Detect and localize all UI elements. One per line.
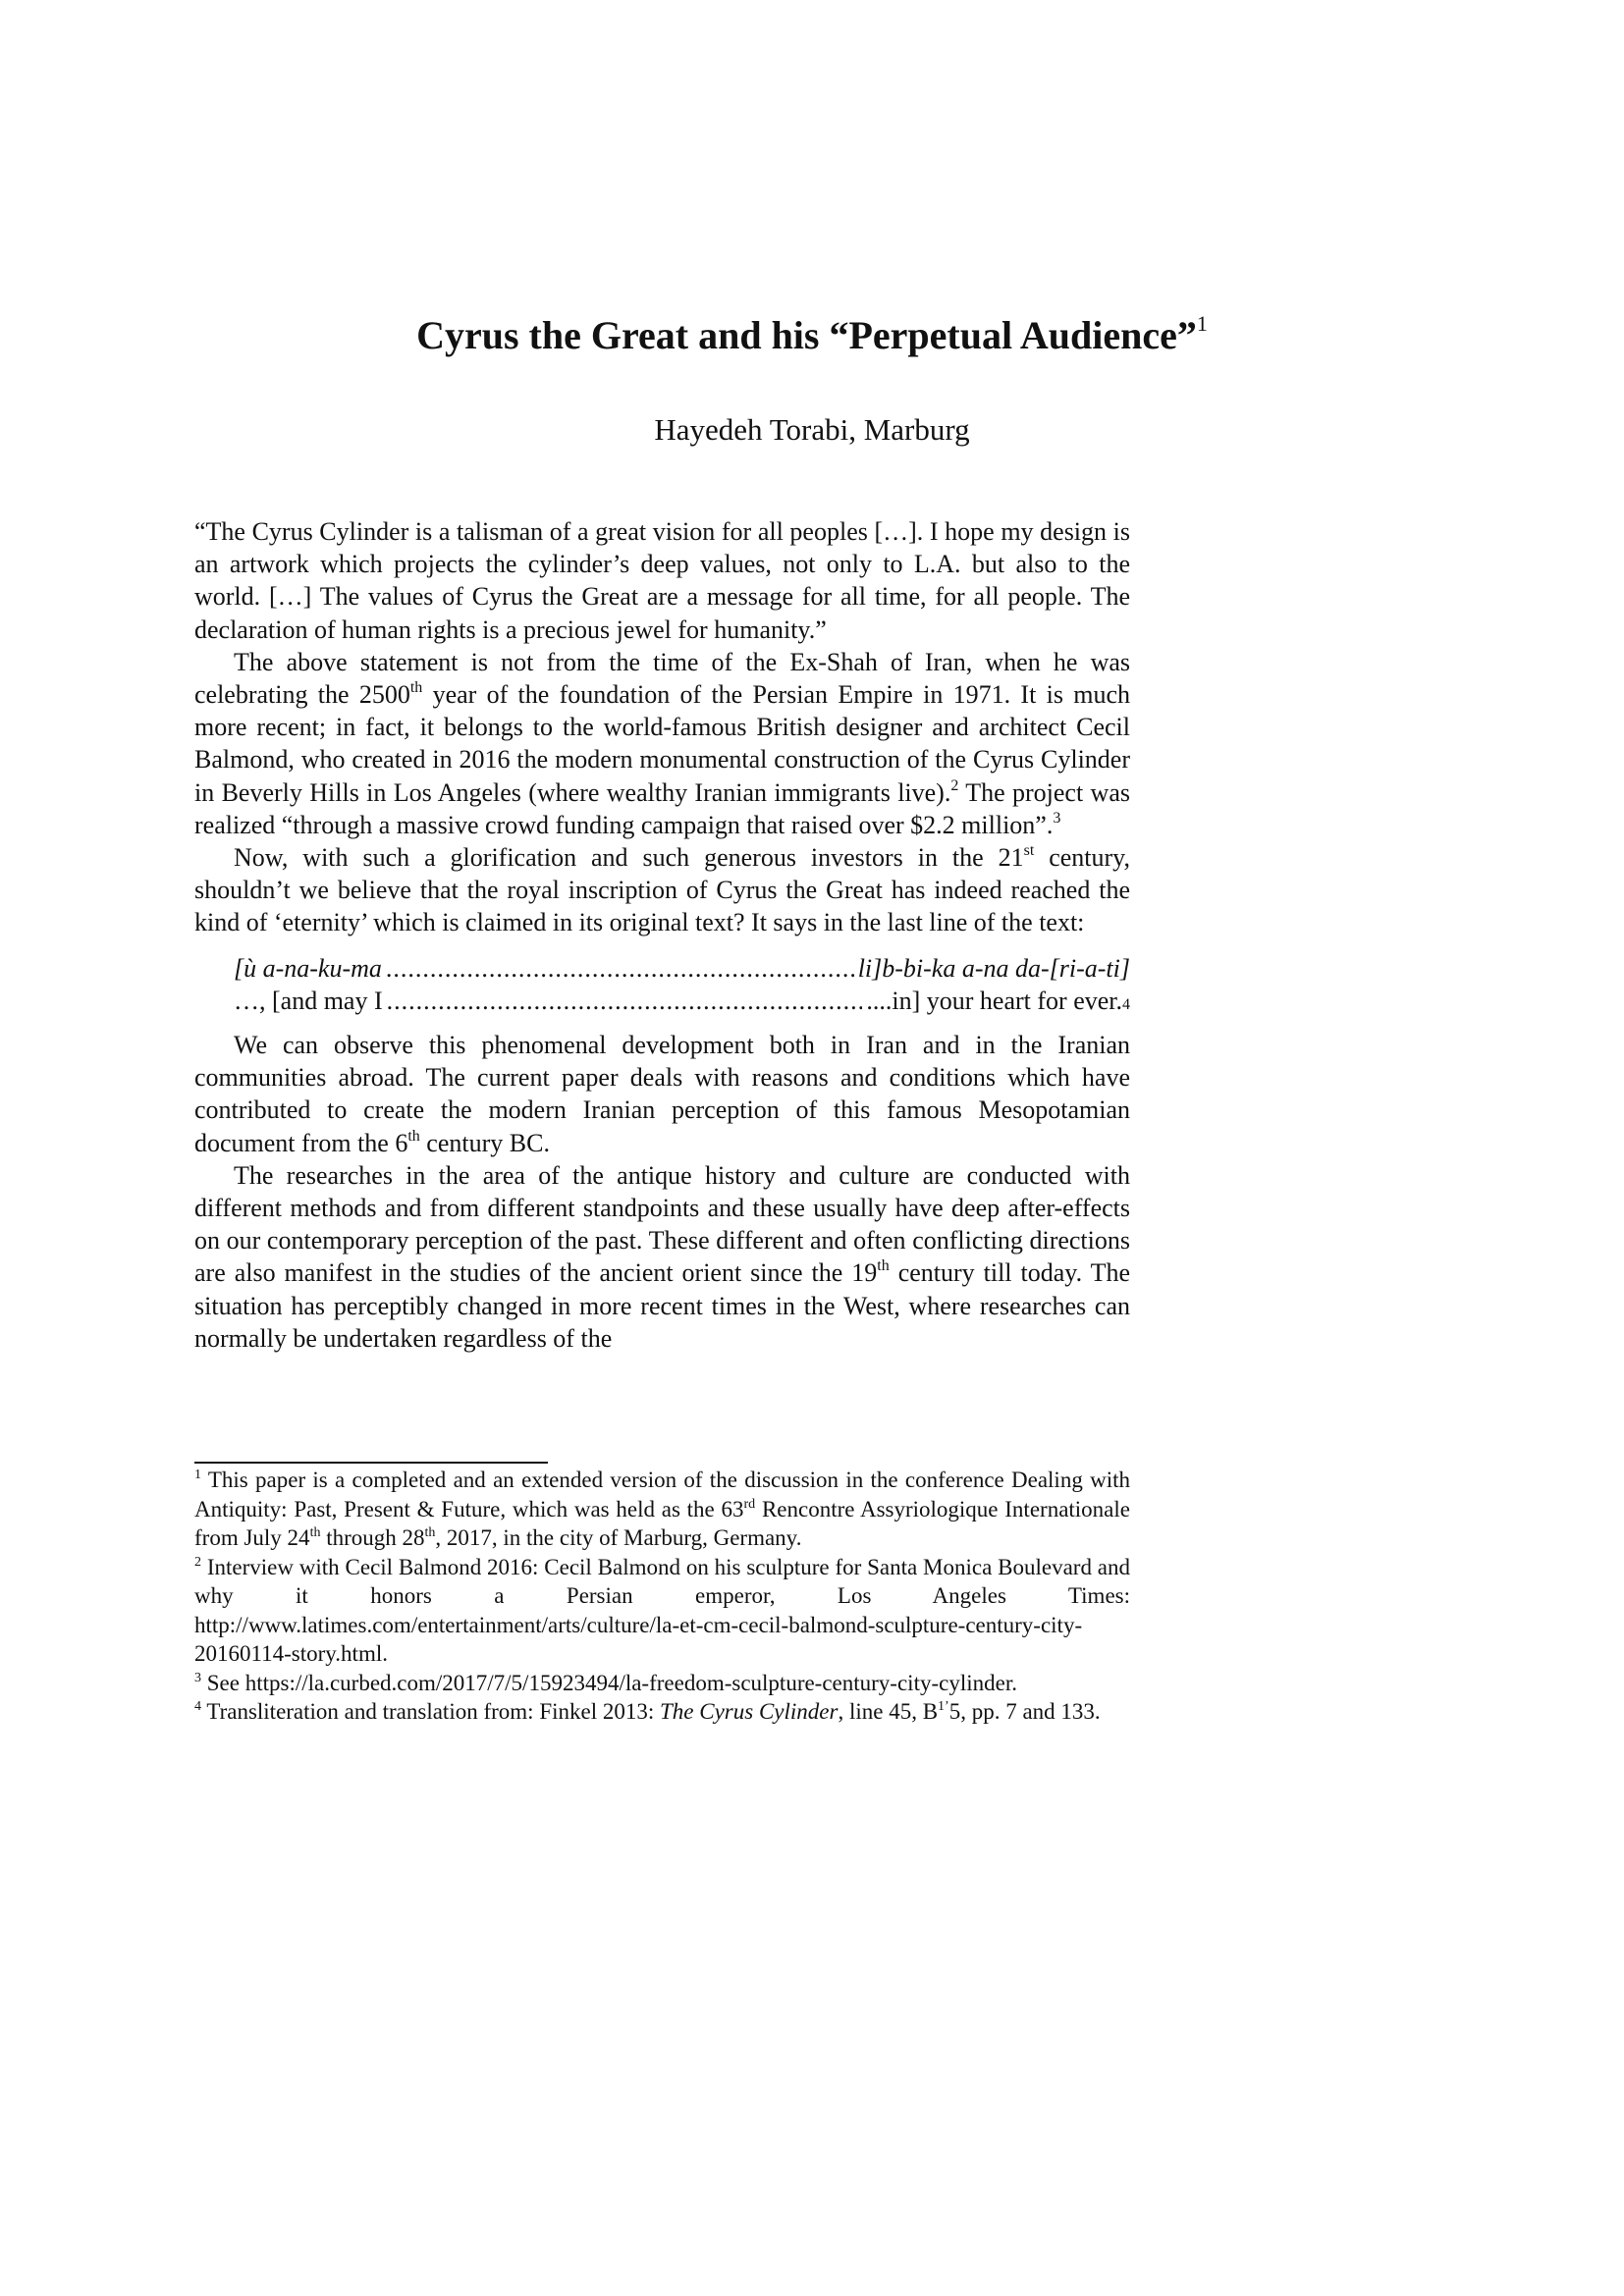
dot-leader — [386, 952, 854, 985]
paragraph-3: We can observe this phenomenal development both in Iran and in the Iranian communities abroad. The current paper deals with reasons and conditions which have contributed to create the modern Iranian perception of this famous Mesopotamian document from the 6th century BC. — [194, 1031, 1130, 1157]
footnote-divider — [194, 1462, 548, 1464]
inscription-quote — [234, 952, 1130, 1017]
curbed-url-text[interactable]: See https://la.curbed.com/2017/7/5/15923494/la-freedom-sculpture-century-city-cylinder. — [201, 1670, 1017, 1695]
latimes-url-text[interactable]: Interview with Cecil Balmond 2016: Cecil Balmond on his sculpture for Santa Monica Boulevard and why it honors a Persian emperor, Los Angeles Times: http://www.latimes.com/entertainment/arts/culture/la-et-cm-cecil-balmond-sculpture-century-city-20160114-story.html. — [194, 1554, 1130, 1666]
epigraph: “The Cyrus Cylinder is a talisman of a great vision for all peoples […]. I hope my design is an artwork which projects the cylinder’s deep values, not only to L.A. but also to the world. […] The values of Cyrus the Great are a message for all time, for all people. The declaration of human rights is a precious jewel for humanity.” — [194, 517, 1130, 644]
paragraph-1: The above statement is not from the time of the Ex-Shah of Iran, when he was celebrating the 2500th year of the foundation of the Persian Empire in 1971. It is much more recent; in fact, it belongs to the world-famous British designer and architect Cecil Balmond, who created in 2016 the modern monumental construction of the Cyrus Cylinder in Beverly Hills in Los Angeles (where wealthy Iranian immigrants live).$^2$ The project was realized “through a massive crowd funding campaign that raised over $2.2 million”.$^3$ — [194, 647, 1130, 839]
footnote-ref-1[interactable]: 1 — [1196, 311, 1208, 336]
body-text — [194, 515, 1130, 1355]
footnote-2: $^2$ Interview with Cecil Balmond 2016: Cecil Balmond on his sculpture for Santa Monica Boulevard and why it honors a Persian emperor, Los Angeles Times: http://www.latimes.com/entertainment/arts/culture/la-et-cm-cecil-balmond-sculpture-century-city-20160114-story.html. — [194, 1554, 1130, 1666]
dot-leader — [387, 985, 863, 1017]
title-text: Cyrus the Great and his “Perpetual Audience” — [416, 313, 1197, 357]
footnote-ref-2[interactable]: 2 — [950, 776, 959, 794]
footnote-3: $^3$ See https://la.curbed.com/2017/7/5/15923494/la-freedom-sculpture-century-city-cylinder. — [194, 1670, 1017, 1695]
footnote-4: $^4$ Transliteration and translation from: Finkel 2013: The Cyrus Cylinder, line 45, $B^{1’}5$, pp. 7 and 133. — [194, 1699, 1101, 1724]
footnotes — [194, 1466, 1130, 1727]
quote-line-transliteration: [ù a-na-ku-ma ..... li]b-bi-ka a-na da-[ri-a-ti] — [234, 952, 1130, 985]
paragraph-2: Now, with such a glorification and such generous investors in the 21st century, shouldn’t we believe that the royal inscription of Cyrus the Great has indeed reached the kind of ‘eternity’ which is claimed in its original text? It says in the last line of the text: — [194, 842, 1130, 937]
footnote-1: $^1$ This paper is a completed and an extended version of the discussion in the conference Dealing with Antiquity: Past, Present & Future, which was held as the 63rd Rencontre Assyriologique Internationale from July 24th through 28th, 2017, in the city of Marburg, Germany. — [194, 1468, 1130, 1550]
book-title: The Cyrus Cylinder — [660, 1699, 839, 1724]
paper-title — [194, 312, 1430, 359]
footnote-ref-3[interactable]: 3 — [1053, 809, 1061, 827]
author-line: Hayedeh Torabi, Marburg — [654, 412, 970, 447]
quote-line-translation: …, [and may I ..... ....in] your heart for ever. 4 — [234, 985, 1130, 1017]
paragraph-4: The researches in the area of the antique history and culture are conducted with different methods and from different standpoints and these usually have deep after-effects on our contemporary perception of the past. These different and often conflicting directions are also manifest in the studies of the ancient orient since the 19th century till today. The situation has perceptibly changed in more recent times in the West, where researches can normally be undertaken regardless of the — [194, 1160, 1130, 1353]
